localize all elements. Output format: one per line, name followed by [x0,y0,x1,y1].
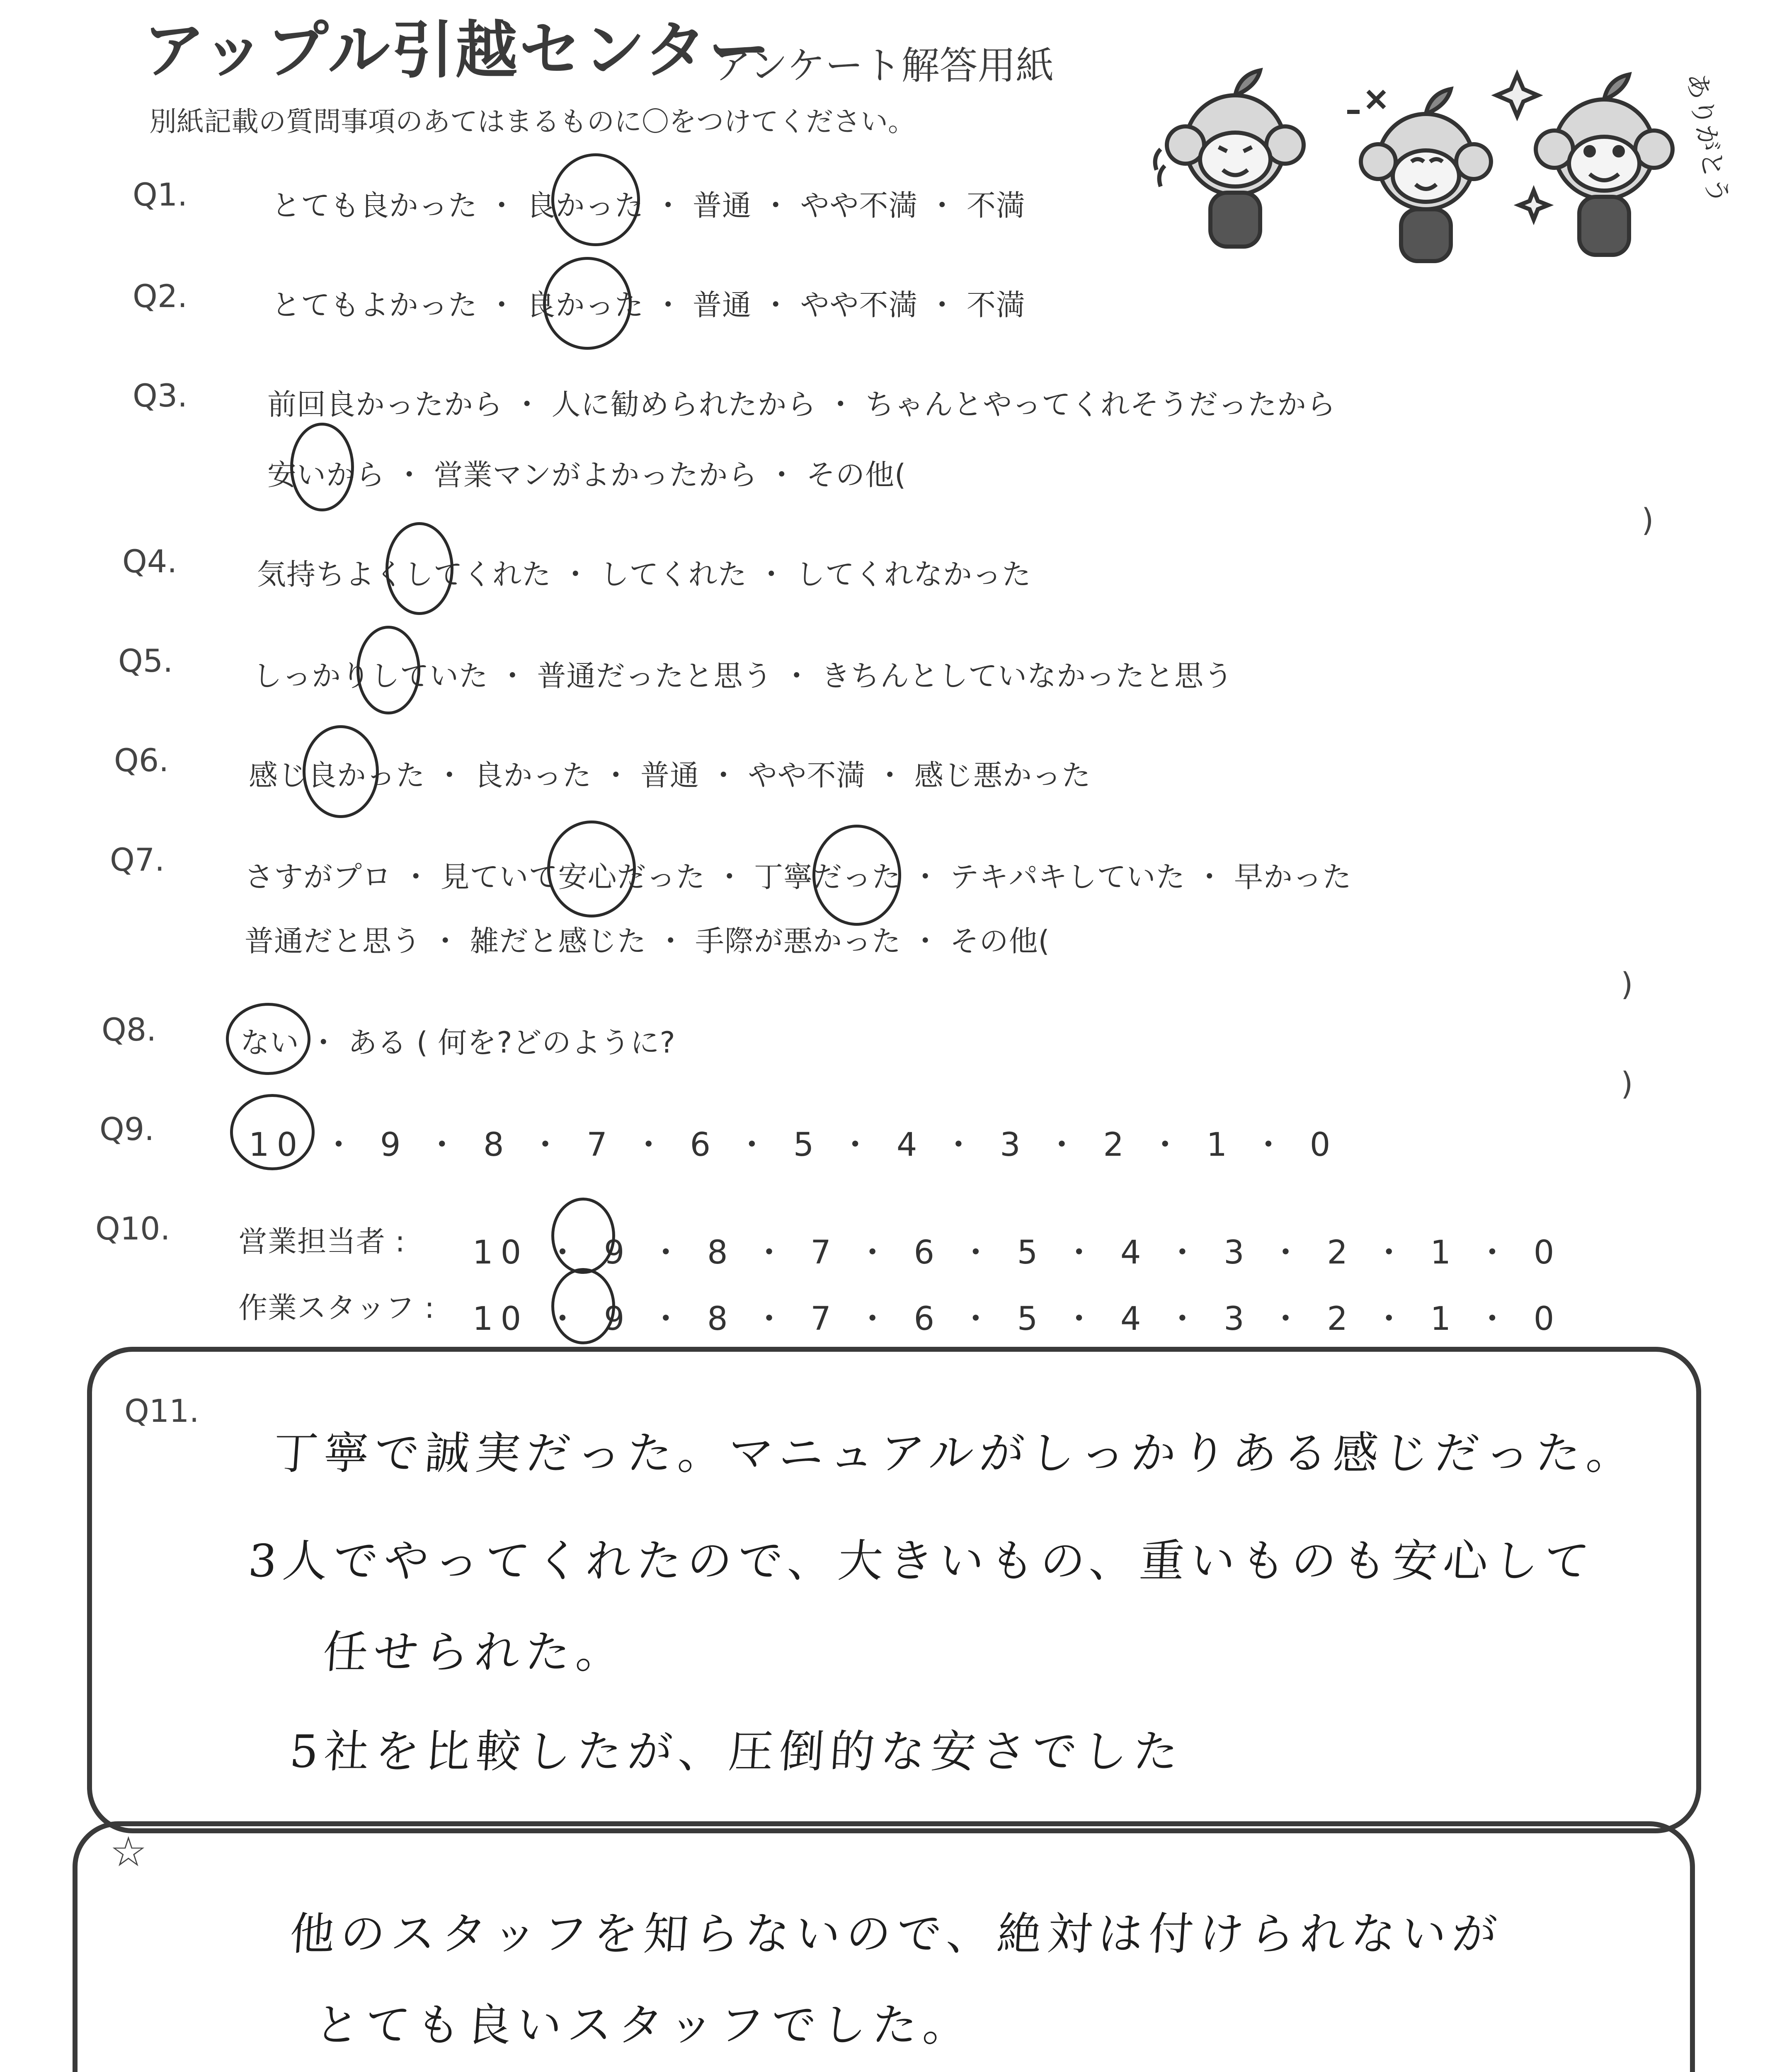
q2-options[interactable]: とてもよかった ・ 良かった ・ 普通 ・ やや不満 ・ 不満 [272,288,1026,322]
q7-close-paren: ) [1621,966,1633,1002]
q7-selection-circle-1 [547,821,636,917]
q4-selection-circle [385,522,453,615]
q11-comment-line-2: 3人でやってくれたので、大きいもの、重いものも安心して [246,1535,1597,1587]
q11-comment-line-3: 任せられた。 [321,1627,628,1678]
q7-label: Q7. [110,841,165,878]
q9-label: Q9. [99,1111,155,1147]
q10-sales-selection-circle [551,1198,615,1274]
q6-selection-circle [303,725,379,818]
thanks-text: ありがとう [1680,70,1734,206]
q4-options[interactable]: 気持ちよくしてくれた ・ してくれた ・ してくれなかった [257,557,1032,591]
q11-comment-line-4: 5社を比較したが、圧倒的な安さでした [288,1726,1186,1778]
q7-options-line2[interactable]: 普通だと思う ・ 雑だと感じた ・ 手際が悪かった ・ その他( [245,924,1050,958]
q5-label: Q5. [118,642,173,679]
q6-options[interactable]: 感じ良かった ・ 良かった ・ 普通 ・ やや不満 ・ 感じ悪かった [249,758,1091,792]
free-comment-line-1: 他のスタッフを知らないので、絶対は付けられないが [288,1908,1505,1960]
page-subtitle: アンケート解答用紙 [713,44,1054,88]
q1-label: Q1. [133,176,188,213]
page-title: アップル引越センター [143,15,772,87]
q10-label: Q10. [95,1210,170,1247]
q7-options-line1[interactable]: さすがプロ ・ 見ていて安心だった ・ 丁寧だった ・ テキパキしていた ・ 早かった [245,860,1352,894]
q3-close-paren: ) [1641,501,1654,538]
q9-selection-circle [230,1094,315,1170]
q3-selection-circle [290,423,354,511]
q10-staff-selection-circle [551,1268,615,1344]
q9-scale[interactable]: 10 ・ 9 ・ 8 ・ 7 ・ 6 ・ 5 ・ 4 ・ 3 ・ 2 ・ 1 ・ 0 [249,1126,1338,1164]
monkey-mascots-illustration [1152,50,1734,282]
q10-sales-scale[interactable]: 10 ・ 9 ・ 8 ・ 7 ・ 6 ・ 5 ・ 4 ・ 3 ・ 2 ・ 1 ・ 0 [473,1234,1562,1271]
q1-selection-circle [551,153,640,246]
star-icon: ☆ [110,1828,147,1876]
q2-label: Q2. [133,278,188,315]
q8-options[interactable]: ない ・ ある ( 何を?どのように? [240,1026,676,1060]
q8-label: Q8. [102,1011,157,1048]
q1-options[interactable]: とても良かった ・ 良かった ・ 普通 ・ やや不満 ・ 不満 [272,189,1026,223]
q5-selection-circle [356,626,420,714]
q5-options[interactable]: しっかりしていた ・ 普通だったと思う ・ きちんとしていなかったと思う [253,659,1234,693]
q10-staff-scale[interactable]: 10 ・ 9 ・ 8 ・ 7 ・ 6 ・ 5 ・ 4 ・ 3 ・ 2 ・ 1 ・ 0 [473,1300,1562,1338]
q10-sales-label: 営業担当者 : [238,1225,405,1259]
q4-label: Q4. [122,543,177,580]
q2-selection-circle [543,257,632,350]
q6-label: Q6. [114,742,169,779]
q8-close-paren: ) [1621,1065,1633,1102]
q11-label: Q11. [124,1392,199,1429]
q3-options-line2[interactable]: 安いから ・ 営業マンがよかったから ・ その他( [267,458,907,492]
free-comment-line-2: とても良いスタッフでした。 [313,1999,975,2051]
instruction-text: 別紙記載の質問事項のあてはまるものに〇をつけてください。 [149,106,915,138]
q10-staff-label: 作業スタッフ : [238,1291,435,1325]
q7-selection-circle-2 [812,825,901,926]
q3-options-line1[interactable]: 前回良かったから ・ 人に勧められたから ・ ちゃんとやってくれそうだったから [267,387,1336,421]
q8-selection-circle [226,1003,310,1075]
q3-label: Q3. [133,377,188,414]
q11-comment-line-1: 丁寧で誠実だった。マニュアルがしっかりある感じだった。 [271,1428,1639,1479]
